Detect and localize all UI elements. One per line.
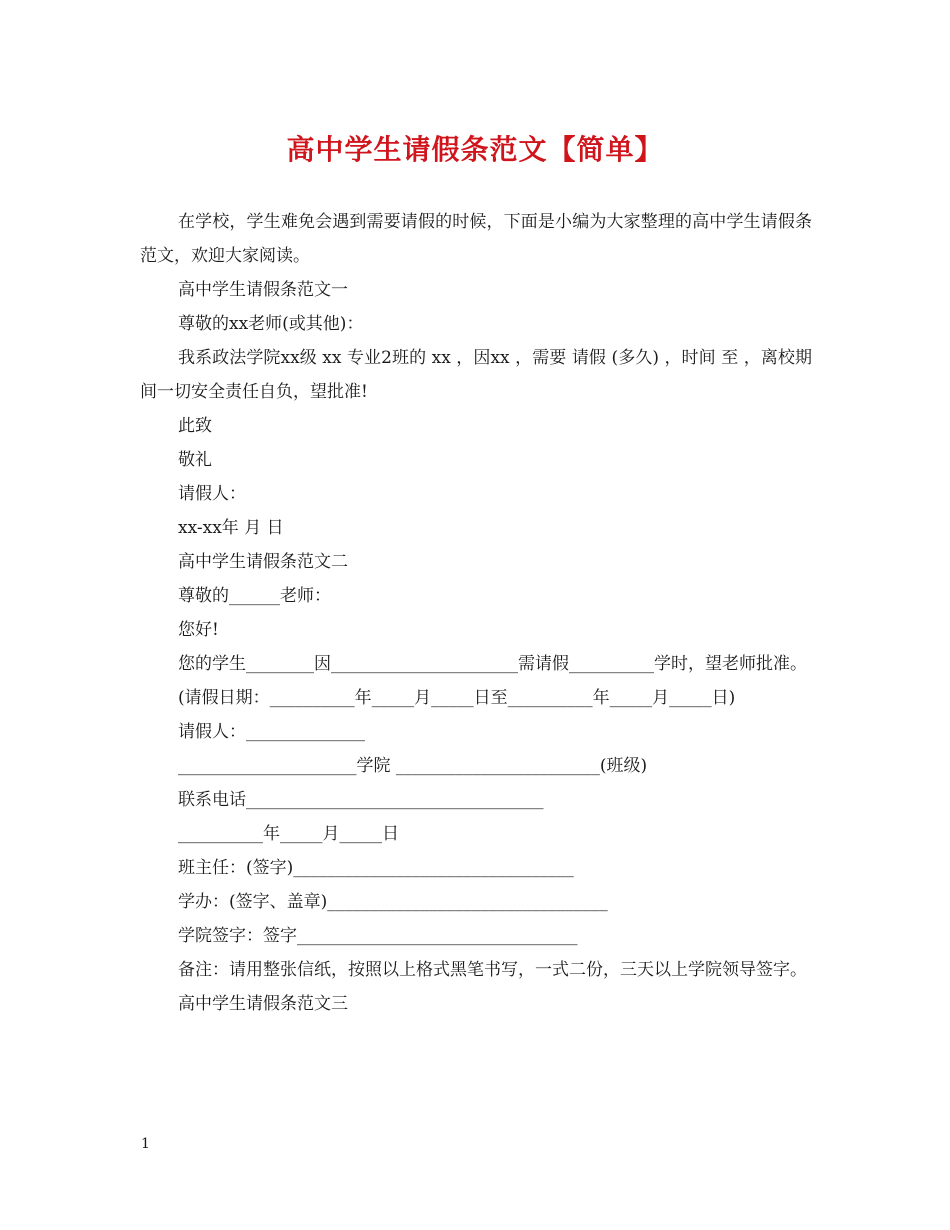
remark-paragraph: 备注：请用整张信纸，按照以上格式黑笔书写，一式二份，三天以上学院领导签字。	[178, 960, 807, 980]
closing-jing-li: 敬礼	[178, 450, 212, 470]
signer-line-1: 请假人：	[178, 484, 246, 504]
signer-line-2: 请假人：______________	[178, 722, 365, 742]
college-class-line: _____________________学院 ________________________(班级)	[178, 756, 648, 776]
section-heading-2: 高中学生请假条范文二	[178, 552, 348, 572]
date-line-1: xx-xx年 月 日	[178, 518, 284, 538]
phone-line: 联系电话___________________________________	[178, 790, 544, 810]
request-paragraph-2: 您的学生________因______________________需请假__________学时，望老师批准。	[178, 654, 807, 674]
page-number: 1	[141, 1136, 150, 1152]
section-heading-1: 高中学生请假条范文一	[178, 280, 348, 300]
salutation-1: 尊敬的xx老师(或其他)：	[178, 314, 364, 334]
document-title: 高中学生请假条范文【简单】	[286, 133, 664, 166]
salutation-2: 尊敬的______老师：	[178, 586, 331, 606]
head-teacher-signature-line: 班主任：(签字)_________________________________	[178, 858, 574, 878]
office-signature-line: 学办：(签字、盖章)_________________________________	[178, 892, 608, 912]
leave-dates-line: (请假日期：__________年_____月_____日至__________年_____月_____日)	[178, 688, 736, 708]
date-line-2: __________年_____月_____日	[178, 824, 399, 844]
section-heading-3: 高中学生请假条范文三	[178, 994, 348, 1014]
greeting: 您好!	[178, 620, 219, 640]
document-body	[140, 205, 812, 1021]
college-signature-line: 学院签字：签字_________________________________	[178, 926, 578, 946]
request-paragraph-1: 我系政法学院xx级 xx 专业2班的 xx ，因xx ，需要 请假 (多久) ，时间 至 ，离校期间一切安全责任自负，望批准!	[140, 348, 812, 402]
closing-ci-zhi: 此致	[178, 416, 212, 436]
intro-paragraph: 在学校，学生难免会遇到需要请假的时候，下面是小编为大家整理的高中学生请假条范文，欢迎大家阅读。	[140, 212, 812, 266]
